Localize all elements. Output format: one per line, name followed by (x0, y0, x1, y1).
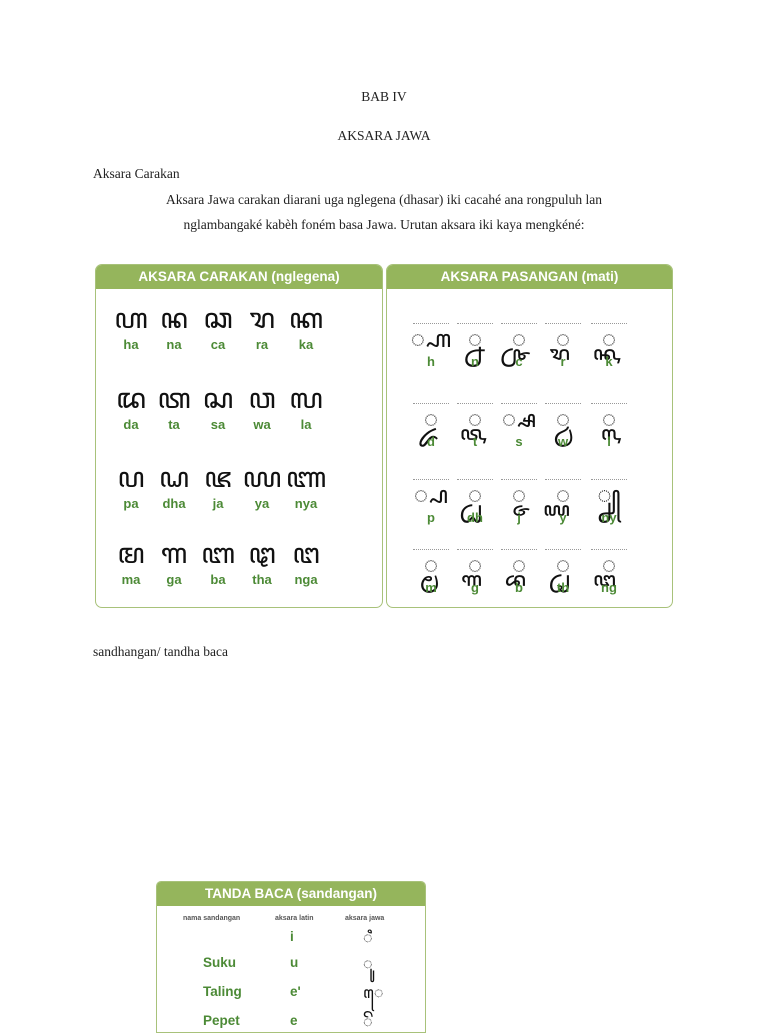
tanda-row-jawa: ꦶ (363, 928, 373, 947)
pasangan-letter-r (541, 323, 585, 370)
carakan-glyph: ꦏ (288, 302, 324, 335)
pasangan-letter-ny (587, 479, 631, 526)
tanda-row-latin: e (290, 1013, 298, 1028)
carakan-glyph: ꦤ (160, 302, 188, 335)
pasangan-glyph: ꧀ꦚ (597, 481, 621, 509)
pasangan-label: n (471, 354, 479, 369)
pasangan-letter-dh (453, 479, 497, 526)
pasangan-letter-s (497, 403, 541, 450)
col-header-name: nama sandangan (183, 915, 241, 922)
intro-line-2: nglambangaké kabèh foném basa Jawa. Urutan aksara iki kaya mengkéné: (183, 217, 585, 232)
page-title: AKSARA JAWA (337, 128, 431, 143)
col-header-latin: aksara latin (275, 915, 314, 922)
pasangan-glyph: ꧀ꦪ (555, 481, 571, 509)
pasangan-glyph: ꧀ꦕ (511, 325, 527, 353)
pasangan-glyph: ꧀ꦥ (413, 481, 449, 509)
pasangan-glyph: ꧀ꦔ (601, 551, 617, 579)
pasangan-label: t (472, 434, 478, 449)
carakan-glyph: ꦢ (116, 382, 146, 415)
tanda-row-name: Suku (203, 955, 237, 970)
carakan-letter-nga (277, 536, 335, 588)
pasangan-glyph: ꧀ꦝ (467, 481, 483, 509)
tanda-baca-panel (156, 881, 426, 1033)
pasangan-letter-l (587, 403, 631, 450)
carakan-label: ka (298, 337, 314, 352)
pasangan-label: th (556, 580, 570, 595)
pasangan-letter-n (453, 323, 497, 370)
tanda-row-latin: u (290, 955, 299, 970)
pasangan-glyph: ꧀ꦗ (511, 481, 527, 509)
tanda-row-name: Pepet (203, 1013, 240, 1028)
carakan-glyph: ꦭ (289, 382, 323, 415)
pasangan-glyph: ꧀ꦠ (467, 405, 483, 433)
pasangan-label: dh (467, 510, 483, 525)
pasangan-label: k (605, 354, 613, 369)
pasangan-glyph: ꧀ꦒ (467, 551, 483, 579)
pasangan-label: l (607, 434, 611, 449)
tanda-row-jawa: ꦺ (363, 983, 384, 1002)
pasangan-glyph: ꧀ꦲ (410, 325, 452, 353)
carakan-label: ya (254, 496, 270, 511)
carakan-glyph: ꦗ (204, 461, 232, 494)
carakan-glyph: ꦛ (248, 537, 276, 570)
carakan-label: da (123, 417, 139, 432)
carakan-glyph: ꦧ (201, 537, 235, 570)
intro-line-1: Aksara Jawa carakan diarani uga nglegena (dhasar) iki cacahé ana rongpuluh lan (166, 192, 602, 207)
carakan-label: ha (123, 337, 139, 352)
col-header-jawa: aksara jawa (345, 915, 385, 922)
pasangan-label: j (517, 510, 521, 525)
pasangan-letter-th (541, 549, 585, 596)
carakan-glyph: ꦪ (242, 461, 282, 494)
carakan-glyph: ꦝ (159, 461, 189, 494)
section-heading: Aksara Carakan (93, 166, 180, 181)
carakan-glyph: ꦕ (203, 302, 233, 335)
pasangan-label: d (427, 434, 435, 449)
pasangan-glyph: ꧀ꦛ (555, 551, 571, 579)
pasangan-glyph: ꧀ꦩ (423, 551, 439, 579)
tanda-row-jawa: ꦼ (363, 1012, 373, 1031)
pasangan-letter-k (587, 323, 631, 370)
pasangan-label: g (471, 580, 479, 595)
carakan-label: nga (294, 572, 318, 587)
carakan-label: ga (166, 572, 182, 587)
pasangan-label: r (560, 354, 566, 369)
carakan-label: wa (253, 417, 271, 432)
pasangan-label: s (515, 434, 523, 449)
carakan-label: ba (210, 572, 226, 587)
carakan-label: sa (210, 417, 226, 432)
pasangan-glyph: ꧀ꦮ (555, 405, 571, 433)
carakan-panel (95, 264, 383, 608)
pasangan-label: y (559, 510, 567, 525)
pasangan-label: b (515, 580, 523, 595)
pasangan-glyph: ꧀ꦫ (555, 325, 571, 353)
chapter-label: BAB IV (361, 89, 407, 104)
carakan-glyph: ꦩ (117, 537, 145, 570)
pasangan-letter-m (409, 549, 453, 596)
pasangan-letter-d (409, 403, 453, 450)
pasangan-glyph: ꧀ꦱ (501, 405, 537, 433)
pasangan-letter-p (409, 479, 453, 526)
pasangan-letter-c (497, 323, 541, 370)
tanda-row-latin: e' (290, 984, 301, 999)
carakan-glyph: ꦚ (285, 461, 327, 494)
carakan-label: ra (255, 337, 269, 352)
pasangan-glyph: ꧀ꦭ (601, 405, 617, 433)
carakan-label: na (166, 337, 182, 352)
carakan-label: ta (168, 417, 180, 432)
carakan-glyph: ꦲ (114, 302, 148, 335)
pasangan-panel (386, 264, 673, 608)
carakan-glyph: ꦔ (292, 537, 320, 570)
tanda-row-name: Taling (203, 984, 242, 999)
carakan-label: ma (121, 572, 141, 587)
pasangan-label: m (425, 580, 437, 595)
tanda-baca-header: TANDA BACA (sandangan) (157, 882, 425, 906)
carakan-glyph: ꦫ (249, 302, 275, 335)
pasangan-glyph: ꧀ꦢ (423, 405, 439, 433)
tanda-row-jawa: ꦸ (363, 954, 373, 973)
carakan-letter-nya (277, 460, 335, 512)
carakan-glyph: ꦥ (117, 461, 145, 494)
carakan-label: pa (123, 496, 139, 511)
carakan-header: AKSARA CARAKAN (nglegena) (96, 265, 382, 289)
sandhangan-heading: sandhangan/ tandha baca (93, 644, 228, 659)
pasangan-letter-w (541, 403, 585, 450)
carakan-glyph: ꦱ (202, 382, 234, 415)
pasangan-label: ng (601, 580, 617, 595)
carakan-label: tha (252, 572, 272, 587)
pasangan-glyph: ꧀ꦏ (601, 325, 617, 353)
pasangan-header: AKSARA PASANGAN (mati) (387, 265, 672, 289)
carakan-letter-la (277, 381, 335, 433)
carakan-label: dha (162, 496, 186, 511)
carakan-label: ca (210, 337, 226, 352)
pasangan-label: w (557, 434, 569, 449)
carakan-glyph: ꦮ (248, 382, 276, 415)
pasangan-label: ny (601, 510, 617, 525)
pasangan-letter-h (409, 323, 453, 370)
pasangan-glyph: ꧀ꦧ (511, 551, 527, 579)
pasangan-letter-ng (587, 549, 631, 596)
carakan-label: ja (212, 496, 224, 511)
pasangan-glyph: ꧀ꦤ (467, 325, 483, 353)
pasangan-letter-y (541, 479, 585, 526)
carakan-glyph: ꦒ (160, 537, 188, 570)
pasangan-label: h (427, 354, 435, 369)
carakan-label: nya (294, 496, 318, 511)
pasangan-label: p (427, 510, 435, 525)
pasangan-letter-t (453, 403, 497, 450)
pasangan-letter-b (497, 549, 541, 596)
carakan-label: la (300, 417, 312, 432)
carakan-letter-ka (277, 301, 335, 353)
tanda-row-latin: i (290, 929, 294, 944)
carakan-glyph: ꦠ (157, 382, 191, 415)
pasangan-letter-g (453, 549, 497, 596)
pasangan-label: c (515, 354, 523, 369)
pasangan-letter-j (497, 479, 541, 526)
